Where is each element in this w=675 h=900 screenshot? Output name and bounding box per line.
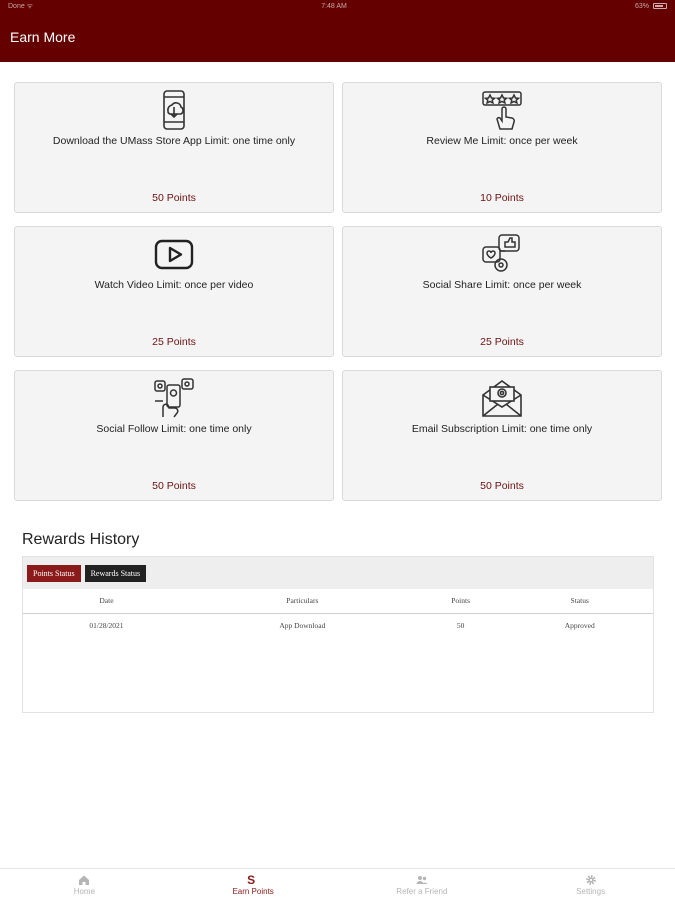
card-title: Watch Video Limit: once per video — [94, 279, 254, 291]
rewards-history-table — [23, 589, 653, 637]
earn-card-social-follow[interactable] — [14, 370, 334, 501]
tab-refer-a-friend[interactable] — [338, 869, 507, 900]
status-bar — [0, 0, 675, 12]
cell-date: 01/28/2021 — [89, 620, 124, 630]
bottom-tab-bar — [0, 868, 675, 900]
tab-label: Home — [73, 886, 96, 896]
phone-download-icon — [153, 89, 195, 131]
cell-particulars: App Download — [279, 620, 326, 630]
earn-card-email-subscription[interactable] — [342, 370, 662, 501]
app-header — [0, 12, 675, 62]
email-subscribe-icon — [481, 377, 523, 419]
tab-home[interactable] — [0, 869, 169, 900]
status-left: Done ᯤ — [8, 2, 34, 10]
battery-percent: 63% — [634, 2, 649, 10]
card-title: Review Me Limit: once per week — [426, 135, 578, 147]
tab-label: Earn Points — [232, 886, 274, 896]
rewards-history-tabs — [23, 557, 653, 589]
card-title: Email Subscription Limit: one time only — [411, 423, 593, 435]
rewards-history-panel — [22, 556, 654, 713]
star-review-icon — [481, 89, 523, 131]
card-points: 50 Points — [480, 480, 524, 492]
play-video-icon — [153, 233, 195, 275]
column-header-date: Date — [23, 589, 190, 613]
tab-label: Refer a Friend — [396, 886, 448, 896]
column-header-status: Status — [506, 589, 653, 613]
tab-rewards-status[interactable]: Rewards Status — [85, 565, 147, 582]
home-icon — [78, 874, 90, 886]
earn-card-review[interactable] — [342, 82, 662, 213]
tab-settings[interactable] — [506, 869, 675, 900]
earn-cards-grid — [14, 82, 662, 501]
people-icon — [416, 874, 428, 886]
status-time: 7:48 AM — [321, 2, 347, 10]
rewards-history-title: Rewards History — [22, 531, 140, 548]
social-follow-icon — [153, 377, 195, 419]
tab-label: Settings — [576, 886, 606, 896]
tab-earn-points[interactable] — [169, 869, 338, 900]
table-header-row — [23, 589, 653, 613]
cell-status: Approved — [564, 620, 595, 630]
table-row — [23, 613, 653, 637]
social-share-icon — [481, 233, 523, 275]
card-points: 50 Points — [152, 480, 196, 492]
card-points: 10 Points — [480, 192, 524, 204]
tab-points-status[interactable]: Points Status — [27, 565, 81, 582]
card-title: Download the UMass Store App Limit: one time only — [52, 135, 296, 147]
earn-card-download-app[interactable] — [14, 82, 334, 213]
gear-icon — [585, 874, 597, 886]
earn-card-social-share[interactable] — [342, 226, 662, 357]
s-icon: S — [247, 872, 256, 887]
status-right — [635, 3, 667, 10]
column-header-points: Points — [415, 589, 507, 613]
card-title: Social Share Limit: once per week — [422, 279, 582, 291]
card-points: 25 Points — [480, 336, 524, 348]
earn-card-watch-video[interactable] — [14, 226, 334, 357]
card-points: 25 Points — [152, 336, 196, 348]
card-points: 50 Points — [152, 192, 196, 204]
cell-points: 50 — [456, 620, 465, 630]
battery-icon — [653, 3, 667, 9]
column-header-particulars: Particulars — [190, 589, 415, 613]
page-title: Earn More — [10, 29, 76, 45]
card-title: Social Follow Limit: one time only — [96, 423, 252, 435]
